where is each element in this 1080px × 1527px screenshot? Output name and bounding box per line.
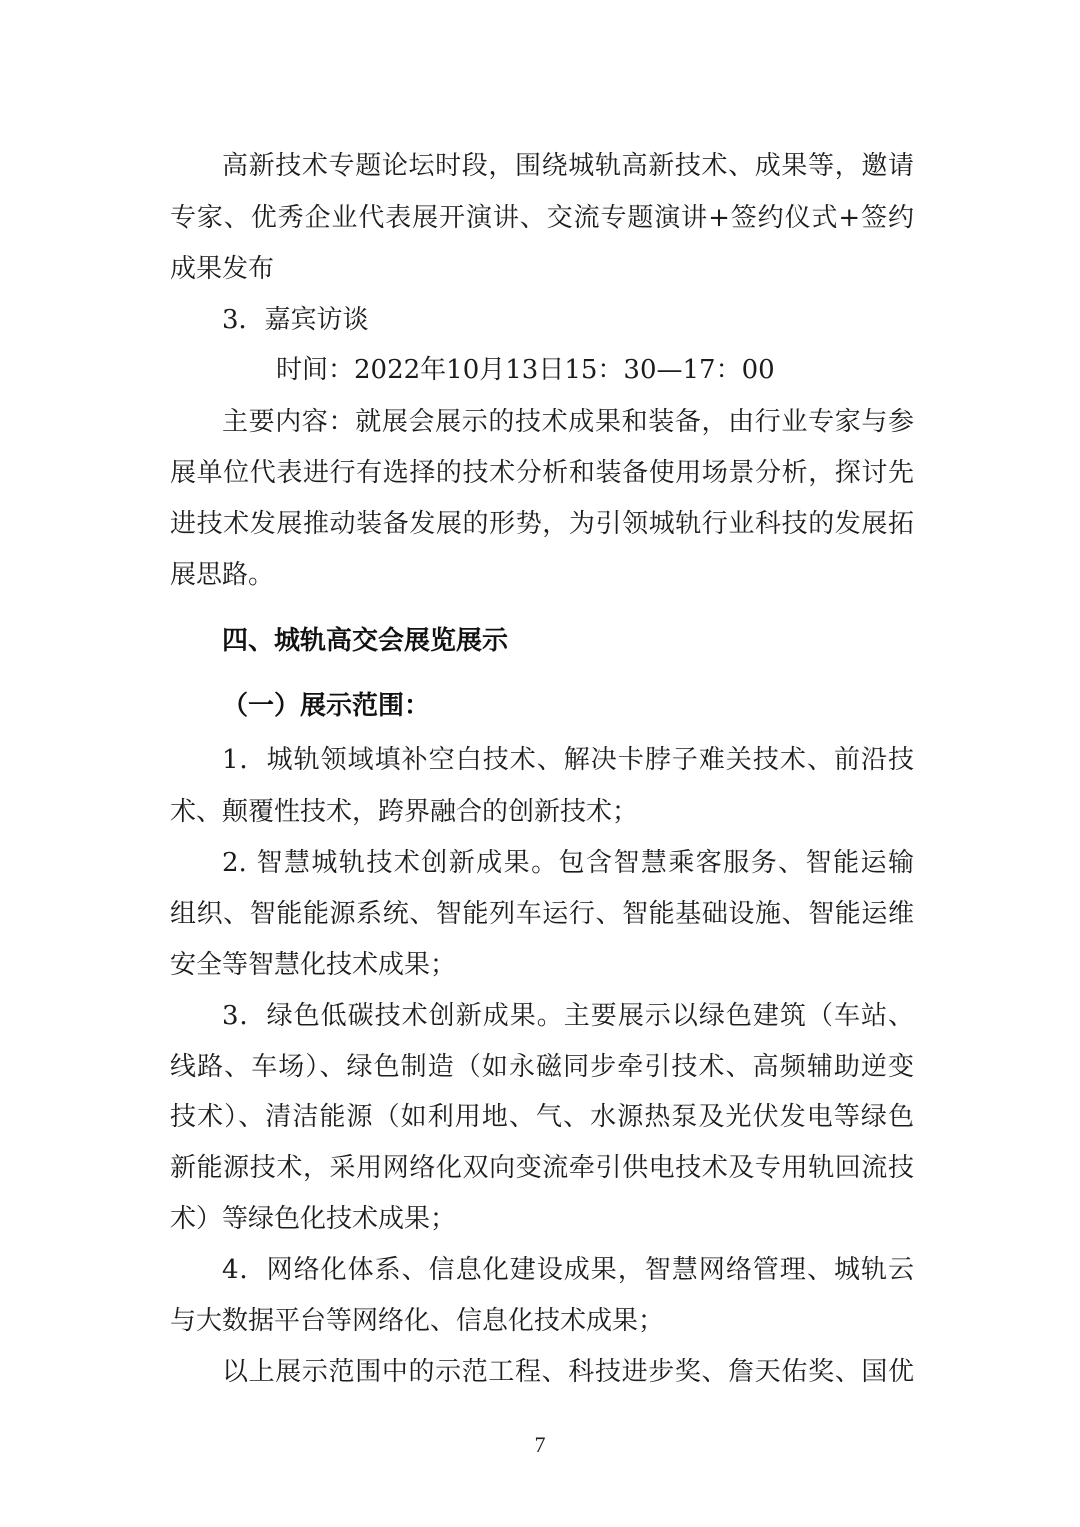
main-content-line-1: 主要内容：就展会展示的技术成果和装备，由行业专家与参 xyxy=(222,407,914,437)
main-content-line-2: 展单位代表进行有选择的技术分析和装备使用场景分析，探讨先 xyxy=(170,458,914,488)
subsection-heading: （一）展示范围： xyxy=(222,691,431,721)
scope-item-2-line-1: 2. 智慧城轨技术创新成果。包含智慧乘客服务、智能运输 xyxy=(222,848,914,878)
scope-item-2-line-3: 安全等智慧化技术成果； xyxy=(170,950,457,980)
forum-paragraph-line-2: 专家、优秀企业代表展开演讲、交流专题演讲+签约仪式+签约 xyxy=(170,203,914,233)
main-content-line-4: 展思路。 xyxy=(170,560,275,590)
scope-item-3-line-5: 术）等绿色化技术成果； xyxy=(170,1204,457,1234)
scope-item-2-line-2: 组织、智能能源系统、智能列车运行、智能基础设施、智能运维 xyxy=(170,899,914,929)
scope-item-1-line-2: 术、颠覆性技术，跨界融合的创新技术； xyxy=(170,797,639,827)
main-content-line-3: 进技术发展推动装备发展的形势，为引领城轨行业科技的发展拓 xyxy=(170,509,914,539)
forum-paragraph-line-3: 成果发布 xyxy=(170,254,275,284)
scope-item-1-line-1: 1．城轨领域填补空白技术、解决卡脖子难关技术、前沿技 xyxy=(222,745,914,775)
page-number: 7 xyxy=(534,1432,546,1457)
scope-item-3-line-4: 新能源技术，采用网络化双向变流牵引供电技术及专用轨回流技 xyxy=(170,1153,914,1183)
section-heading: 四、城轨高交会展览展示 xyxy=(222,626,509,656)
scope-item-4-line-2: 与大数据平台等网络化、信息化技术成果； xyxy=(170,1306,665,1336)
scope-item-3-line-1: 3．绿色低碳技术创新成果。主要展示以绿色建筑（车站、 xyxy=(222,1001,914,1031)
interview-time: 时间：2022年10月13日15：30—17：00 xyxy=(276,355,775,385)
scope-item-4-line-1: 4．网络化体系、信息化建设成果，智慧网络管理、城轨云 xyxy=(222,1255,914,1285)
scope-note-line-1: 以上展示范围中的示范工程、科技进步奖、詹天佑奖、国优 xyxy=(222,1357,914,1387)
scope-item-3-line-2: 线路、车场）、绿色制造（如永磁同步牵引技术、高频辅助逆变 xyxy=(170,1052,914,1082)
guest-interview-item: 3．嘉宾访谈 xyxy=(222,305,369,335)
scope-item-3-line-3: 技术）、清洁能源（如利用地、气、水源热泵及光伏发电等绿色 xyxy=(170,1102,914,1132)
forum-paragraph-line-1: 高新技术专题论坛时段，围绕城轨高新技术、成果等，邀请 xyxy=(222,151,914,181)
